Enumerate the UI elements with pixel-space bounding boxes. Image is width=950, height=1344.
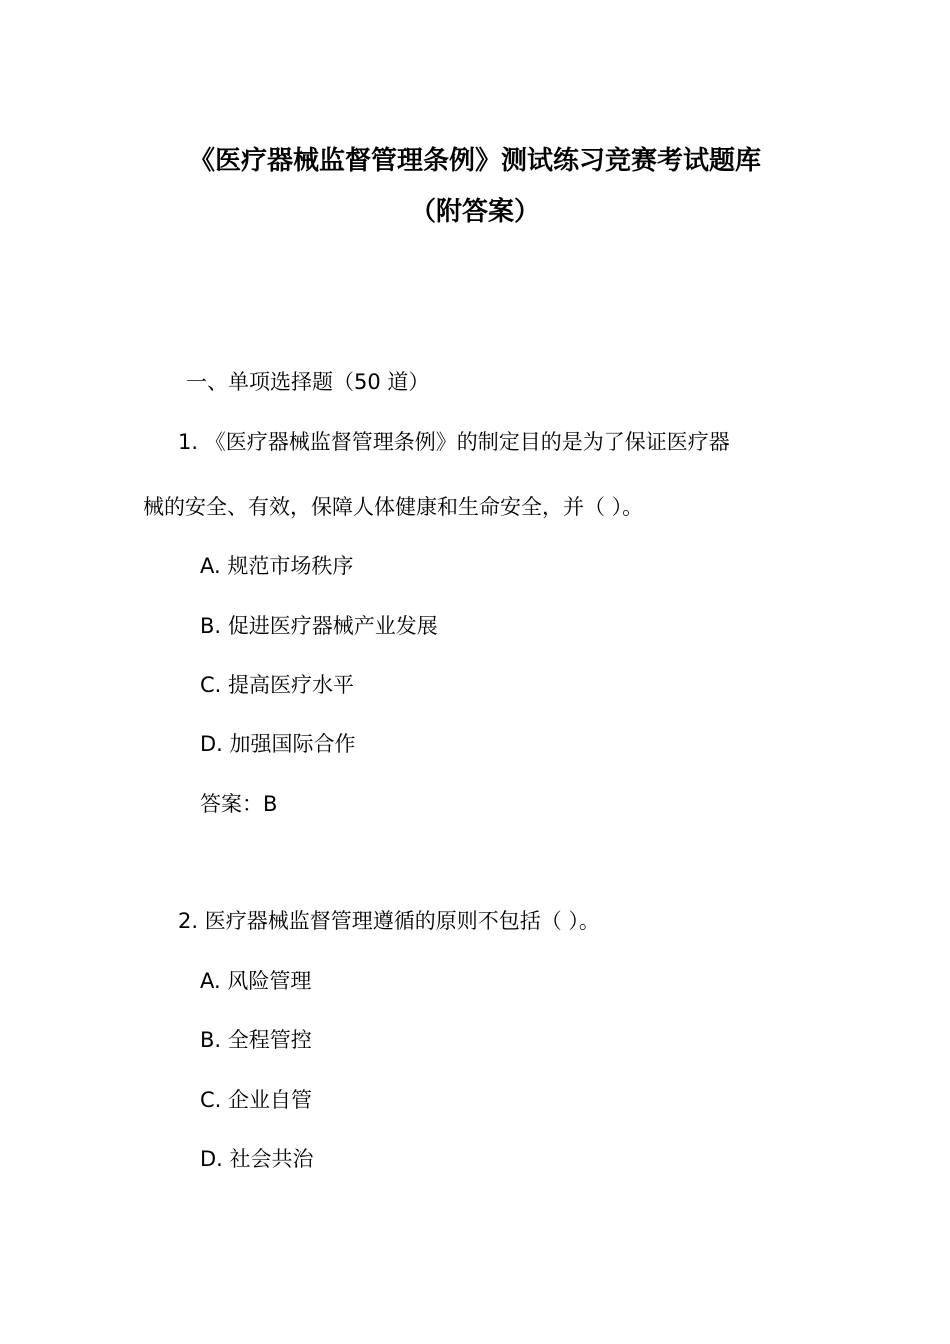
question-2-stem-line-1: 2. 医疗器械监督管理遵循的原则不包括（ ）。 xyxy=(178,909,600,933)
question-1-stem-line-1: 1. 《医疗器械监督管理条例》的制定目的是为了保证医疗器 xyxy=(178,430,730,454)
question-1-answer: 答案：B xyxy=(200,792,278,816)
section-heading: 一、单项选择题（50 道） xyxy=(186,370,430,394)
question-2-option-b: B. 全程管控 xyxy=(200,1028,312,1052)
document-title-line-2: （附答案） xyxy=(409,197,540,227)
question-2-option-a: A. 风险管理 xyxy=(200,969,312,993)
question-2-option-c: C. 企业自管 xyxy=(200,1088,313,1112)
question-2-option-d: D. 社会共治 xyxy=(200,1147,314,1171)
question-1-option-c: C. 提高医疗水平 xyxy=(200,673,355,697)
question-1-option-b: B. 促进医疗器械产业发展 xyxy=(200,614,438,638)
question-1-option-d: D. 加强国际合作 xyxy=(200,732,356,756)
question-1-stem-line-2: 械的安全、有效，保障人体健康和生命安全，并（ ）。 xyxy=(143,495,644,519)
question-1-option-a: A. 规范市场秩序 xyxy=(200,554,354,578)
document-title-line-1: 《医疗器械监督管理条例》测试练习竞赛考试题库 xyxy=(188,146,761,176)
